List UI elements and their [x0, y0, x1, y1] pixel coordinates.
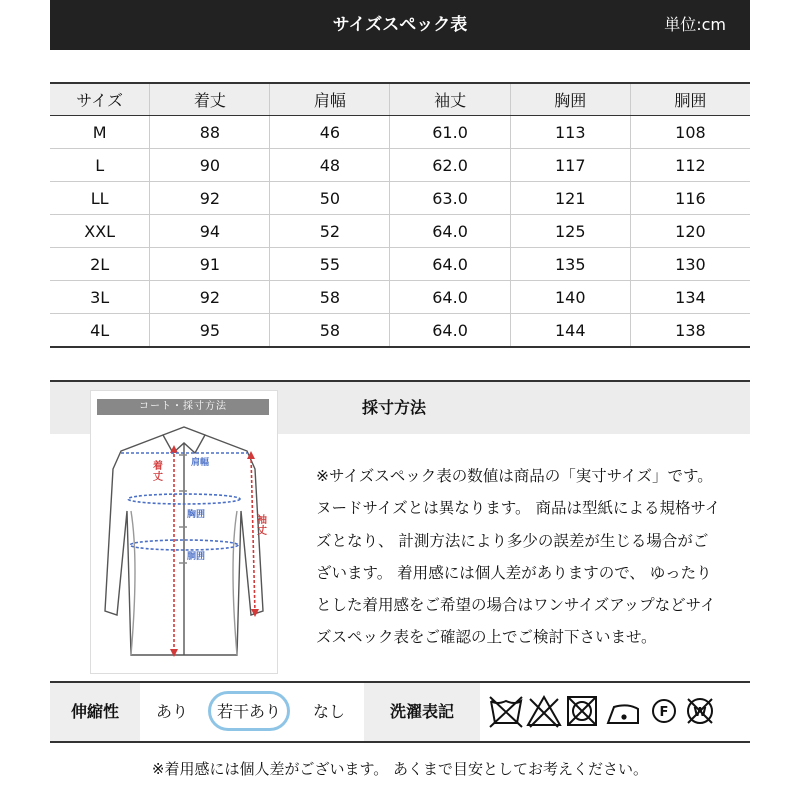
washing-label: 洗濯表記 — [364, 683, 480, 741]
table-cell: 140 — [510, 281, 630, 314]
unit-label: 単位:cm — [664, 15, 726, 34]
svg-text:W: W — [693, 705, 707, 719]
property-bar — [50, 681, 750, 743]
table-cell: 135 — [510, 248, 630, 281]
table-cell: 108 — [630, 116, 750, 149]
table-row — [50, 116, 750, 149]
size-cell: LL — [50, 182, 150, 215]
label-length: 着丈 — [153, 461, 163, 483]
table-cell: 64.0 — [390, 281, 510, 314]
col-header: サイズ — [50, 83, 150, 116]
table-row — [50, 248, 750, 281]
table-cell: 46 — [270, 116, 390, 149]
table-header-row — [50, 83, 750, 116]
table-cell: 116 — [630, 182, 750, 215]
size-spec-table — [50, 82, 750, 348]
note-line: ズスペック表をご確認の上でご検討下さいませ。 — [316, 628, 657, 647]
table-cell: 92 — [150, 281, 270, 314]
table-cell: 88 — [150, 116, 270, 149]
table-row — [50, 281, 750, 314]
table-row — [50, 215, 750, 248]
footer-note: ※着用感には個人差がございます。 あくまで目安としてお考えください。 — [151, 760, 649, 778]
table-cell: 55 — [270, 248, 390, 281]
table-cell: 117 — [510, 149, 630, 182]
col-header: 胸囲 — [510, 83, 630, 116]
spec-header — [50, 0, 750, 50]
note-line: ※サイズスペック表の数値は商品の「実寸サイズ」です。 — [316, 467, 713, 485]
table-cell: 90 — [150, 149, 270, 182]
measure-note — [316, 460, 736, 654]
stretch-option-selected: 若干あり — [216, 702, 281, 721]
table-cell: 112 — [630, 149, 750, 182]
laundry-symbols — [488, 693, 720, 731]
col-header: 着丈 — [150, 83, 270, 116]
table-cell: 58 — [270, 281, 390, 314]
table-cell: 138 — [630, 314, 750, 348]
table-cell: 50 — [270, 182, 390, 215]
table-cell: 134 — [630, 281, 750, 314]
table-cell: 64.0 — [390, 314, 510, 348]
table-cell: 64.0 — [390, 248, 510, 281]
table-row — [50, 149, 750, 182]
low-iron-icon — [608, 705, 638, 723]
size-cell: 4L — [50, 314, 150, 348]
note-line: ヌードサイズとは異なります。 商品は型紙による規格サイ — [316, 499, 721, 518]
table-cell: 130 — [630, 248, 750, 281]
table-cell: 92 — [150, 182, 270, 215]
diagram-caption: コート・採寸方法 — [97, 399, 269, 415]
size-cell: L — [50, 149, 150, 182]
table-cell: 95 — [150, 314, 270, 348]
col-header: 肩幅 — [270, 83, 390, 116]
table-cell: 48 — [270, 149, 390, 182]
table-cell: 91 — [150, 248, 270, 281]
table-cell: 58 — [270, 314, 390, 348]
table-cell: 144 — [510, 314, 630, 348]
table-cell: 121 — [510, 182, 630, 215]
coat-measure-diagram — [90, 390, 278, 674]
label-waist: 胴囲 — [187, 552, 206, 562]
no-wash-icon — [490, 697, 522, 727]
table-cell: 94 — [150, 215, 270, 248]
size-cell: M — [50, 116, 150, 149]
label-chest: 胸囲 — [187, 510, 206, 520]
measure-title: 採寸方法 — [362, 398, 427, 417]
label-shoulder: 肩幅 — [191, 458, 210, 468]
label-sleeve: 袖丈 — [257, 515, 267, 537]
table-cell: 61.0 — [390, 116, 510, 149]
table-cell: 63.0 — [390, 182, 510, 215]
table-cell: 52 — [270, 215, 390, 248]
stretch-label: 伸縮性 — [50, 683, 140, 741]
table-cell: 120 — [630, 215, 750, 248]
stretch-option: あり — [155, 702, 188, 721]
svg-text:F: F — [659, 705, 669, 720]
stretch-option: なし — [312, 702, 345, 721]
coat-outline-icon — [91, 391, 277, 673]
table-cell: 64.0 — [390, 215, 510, 248]
note-line: ズとなり、 計測方法により多少の誤差が生じる場合がご — [316, 531, 709, 550]
note-line: ざいます。 着用感には個人差がありますので、 ゆったり — [316, 563, 712, 582]
col-header: 胴囲 — [630, 83, 750, 116]
no-bleach-icon — [528, 697, 560, 727]
table-cell: 113 — [510, 116, 630, 149]
size-cell: XXL — [50, 215, 150, 248]
no-tumble-dry-icon — [568, 697, 596, 725]
size-cell: 2L — [50, 248, 150, 281]
size-cell: 3L — [50, 281, 150, 314]
note-line: とした着用感をご希望の場合はワンサイズアップなどサイ — [316, 596, 716, 615]
table-row — [50, 314, 750, 348]
table-row — [50, 182, 750, 215]
col-header: 袖丈 — [390, 83, 510, 116]
spec-title: サイズスペック表 — [332, 15, 468, 35]
table-cell: 125 — [510, 215, 630, 248]
table-cell: 62.0 — [390, 149, 510, 182]
